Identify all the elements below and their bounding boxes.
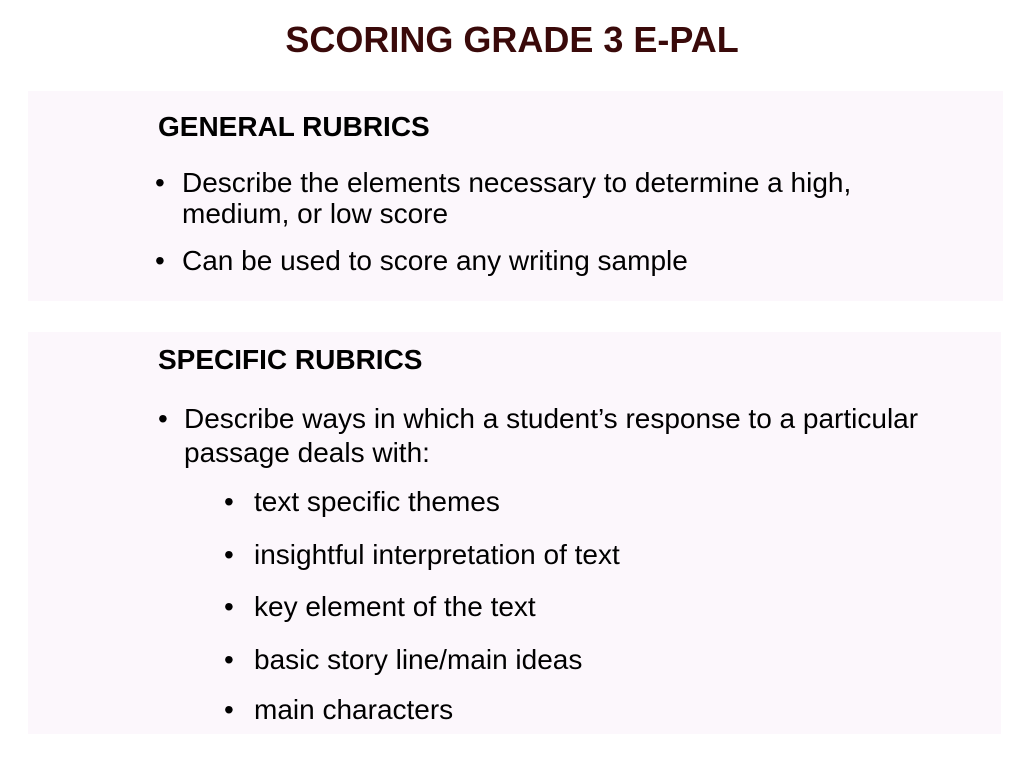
bullet-icon: • (224, 486, 234, 517)
sub-bullet-text: key element of the text (254, 591, 536, 622)
specific-rubrics-heading: SPECIFIC RUBRICS (158, 344, 423, 375)
bullet-icon: • (224, 694, 234, 725)
general-rubrics-heading: GENERAL RUBRICS (158, 111, 430, 142)
sub-bullet-item (224, 693, 924, 727)
bullet-icon: • (158, 403, 168, 434)
slide-title: SCORING GRADE 3 E-PAL (285, 19, 739, 60)
general-bullet-item (155, 167, 915, 229)
sub-bullet-text: basic story line/main ideas (254, 644, 583, 675)
bullet-icon: • (155, 245, 165, 276)
general-bullet-text: Can be used to score any writing sample (182, 245, 688, 276)
bullet-icon: • (155, 167, 165, 198)
sub-bullet-item (224, 538, 924, 572)
specific-bullet-text: Describe ways in which a student’s response to a particular passage deals with: (184, 403, 919, 468)
sub-bullet-item (224, 590, 924, 624)
sub-bullet-text: main characters (254, 694, 454, 725)
specific-rubrics-panel (28, 332, 1001, 734)
bullet-icon: • (224, 644, 234, 675)
general-bullet-text: Describe the elements necessary to determine a high, medium, or low score (182, 167, 852, 229)
sub-bullet-text: text specific themes (254, 486, 500, 517)
bullet-icon: • (224, 591, 234, 622)
sub-bullet-text: insightful interpretation of text (254, 539, 620, 570)
bullet-icon: • (224, 539, 234, 570)
general-bullet-item (155, 245, 915, 276)
general-rubrics-panel (28, 91, 1003, 301)
sub-bullet-item (224, 643, 924, 677)
specific-bullet-item (158, 402, 938, 470)
sub-bullet-item (224, 485, 924, 519)
